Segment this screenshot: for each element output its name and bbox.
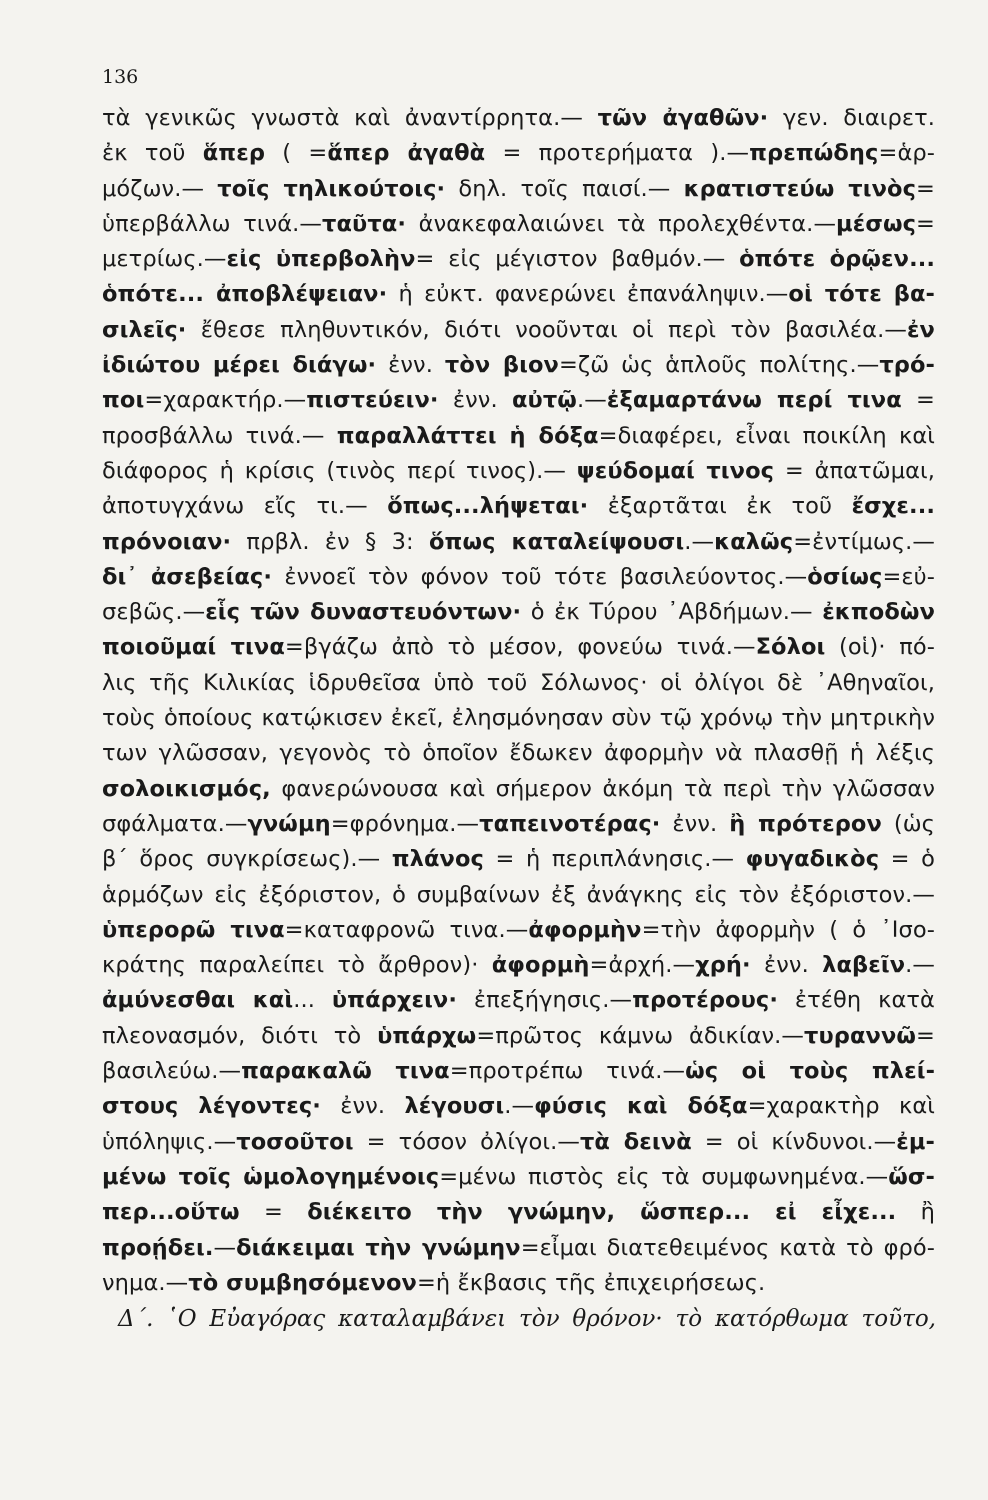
text-line — [102, 772, 935, 807]
gloss-text: μετρίως.— — [102, 246, 227, 273]
gloss-text: ἀποτυγχάνω εἴς τι.— — [102, 493, 388, 520]
gloss-text: β΄ ὅρος συγκρίσεως).— — [102, 846, 392, 873]
gloss-text: =βγάζω ἀπὸ τὸ μέσον, φονεύω τινά.— — [284, 634, 756, 661]
lemma-term: τὸν βιον — [444, 352, 559, 379]
lemma-term: πλάνος — [391, 846, 484, 873]
gloss-text: =προτρέπω τινά.— — [449, 1058, 686, 1085]
gloss-text: =καταφρονῶ τινα.— — [284, 916, 529, 943]
text-line — [102, 878, 935, 913]
lemma-term: ποιοῦμαί τινα — [102, 634, 285, 661]
lemma-term: ὅπως...λήψεται· — [387, 493, 589, 520]
lemma-term: ὥσ- — [888, 1163, 935, 1190]
text-line — [102, 842, 935, 877]
gloss-text: ἐνν. — [660, 810, 730, 837]
text-line — [102, 948, 935, 983]
lemma-term: ποι — [102, 387, 145, 414]
lemma-term: προῄδει. — [102, 1234, 214, 1261]
gloss-text: ἐνν. — [750, 952, 823, 979]
gloss-text: βασιλεύω.— — [102, 1058, 242, 1085]
lemma-term: σιλεῖς· — [102, 316, 187, 343]
lemma-term: παραλλάττει ἡ δόξα — [336, 422, 599, 449]
gloss-text: (οἱ)· πό- — [825, 634, 935, 661]
lemma-term: ὁσίως — [807, 563, 883, 590]
lemma-term: περ...οὕτω — [102, 1199, 240, 1226]
gloss-text: =πρῶτος κάμνω ἀδικίαν.— — [476, 1022, 805, 1049]
gloss-text: διάφορος ἡ κρίσις (τινὸς περί τινος).— — [102, 457, 577, 484]
lemma-term: πιστεύειν· — [306, 387, 439, 414]
text-line — [102, 1019, 935, 1054]
gloss-text: προσβάλλω τινά.— — [102, 422, 337, 449]
text-line — [102, 1089, 935, 1124]
text-line — [102, 1054, 935, 1089]
gloss-text: .— — [576, 387, 607, 414]
gloss-text: =διαφέρει, εἶναι ποικίλη καὶ — [598, 422, 936, 449]
gloss-text: ἔθεσε πληθυντικόν, διότι νοοῦνται οἱ περὶ τὸν βασιλέα.— — [186, 316, 907, 343]
gloss-text: ἐνν. — [376, 352, 445, 379]
text-line — [102, 454, 935, 489]
text-line — [102, 242, 935, 277]
text-line — [102, 1160, 935, 1195]
text-line — [102, 136, 935, 171]
lemma-term: ὁπότε... ἀποβλέψειαν· — [102, 281, 388, 308]
gloss-text: πρβλ. ἐν § 3: — [231, 528, 429, 555]
gloss-text: τὰ γενικῶς γνωστὰ καὶ ἀναντίρρητα.— — [102, 105, 598, 131]
gloss-text: ἐνν. — [320, 1093, 405, 1120]
text-line — [102, 560, 935, 595]
gloss-text: =ἀρχή.— — [589, 952, 696, 979]
gloss-text: — — [213, 1234, 237, 1261]
gloss-text: ἐνν. — [438, 387, 512, 414]
text-line — [102, 983, 935, 1018]
lemma-term: τὰ δεινὰ — [579, 1128, 692, 1155]
lemma-term: φυγαδικὸς — [745, 846, 880, 873]
lemma-term: διάκειμαι τὴν γνώμην — [236, 1234, 521, 1261]
gloss-text: =ἡ ἔκβασις τῆς ἐπιχειρήσεως. — [416, 1269, 766, 1296]
lemma-term: μένω τοῖς ὡμολογημένοις — [102, 1163, 440, 1190]
lemma-term: ψεύδομαί τινος — [576, 457, 775, 484]
lemma-term: ἀφορμὴ — [491, 952, 590, 979]
gloss-text: = — [239, 1199, 308, 1226]
gloss-text: =φρόνημα.— — [330, 810, 480, 837]
text-line — [102, 277, 935, 312]
lemma-term: ὁπότε ὁρῷεν... — [739, 246, 936, 273]
lemma-term: λαβεῖν — [822, 952, 906, 979]
gloss-text: ὑπερβάλλω τινά.— — [102, 210, 323, 237]
gloss-text: τοὺς ὁποίους κατῴκισεν ἐκεῖ, ἐλησμόνησαν σὺν τῷ χρόνῳ τὴν μητρικὴν — [102, 705, 935, 732]
lemma-term: πρεπώδης — [749, 140, 879, 167]
text-line — [102, 913, 935, 948]
section-heading: Δ΄. ῾Ο Εὐαγόρας καταλαμβάνει τὸν θρόνον· τὸ κατόρθωμα τοῦτο, — [118, 1306, 936, 1332]
gloss-text: ( = — [265, 140, 328, 167]
text-line — [102, 383, 935, 418]
lemma-term: ὑπάρχω — [377, 1022, 477, 1049]
lemma-term: ὅπως καταλείψουσι — [429, 528, 685, 555]
gloss-text: =ἐντίμως.— — [793, 528, 935, 555]
gloss-text: =εὐ- — [882, 563, 935, 590]
lemma-term: καλῶς — [714, 528, 794, 555]
lemma-term: προτέρους· — [632, 987, 778, 1014]
lemma-term: παρακαλῶ τινα — [241, 1058, 450, 1085]
gloss-text: = — [916, 175, 935, 202]
lemma-term: ὑπερορῶ τινα — [102, 916, 285, 943]
text-line — [102, 1125, 935, 1160]
lemma-term: τοῖς τηλικούτοις· — [217, 175, 446, 202]
gloss-text: .— — [905, 952, 935, 979]
gloss-text: ... — [293, 987, 332, 1014]
text-line — [102, 172, 935, 207]
text-line — [102, 1266, 935, 1301]
text-line — [102, 1231, 935, 1266]
text-line — [102, 701, 935, 736]
gloss-text: = ἀπατῶμαι, — [774, 457, 936, 484]
lemma-term: κρατιστεύω τινὸς — [683, 175, 917, 202]
gloss-text: = ἡ περιπλάνησις.— — [483, 846, 746, 873]
text-line — [102, 1195, 935, 1230]
lemma-term: ἀφορμὴν — [528, 916, 642, 943]
gloss-text: ἐννοεῖ τὸν φόνον τοῦ τότε βασιλεύοντος.— — [271, 563, 808, 590]
text-line — [102, 101, 935, 136]
lemma-term: ἐκποδὼν — [822, 599, 935, 626]
gloss-text: ἐξαρτᾶται ἐκ τοῦ — [588, 493, 852, 520]
lemma-term: δι᾽ ἀσεβείας· — [102, 563, 272, 590]
text-line — [102, 736, 935, 771]
lemma-term: ἀμύνεσθαι καὶ — [102, 987, 294, 1014]
lemma-term: στους λέγοντες· — [102, 1093, 321, 1120]
text-line — [102, 666, 935, 701]
page-number: 136 — [102, 66, 139, 88]
lemma-term: ἅπερ ἀγαθὰ — [327, 140, 486, 167]
gloss-text: πλεονασμόν, διότι τὸ — [102, 1022, 378, 1049]
text-line — [102, 807, 935, 842]
gloss-text: σφάλματα.— — [102, 810, 248, 837]
gloss-text: ἁρμόζων εἰς ἐξόριστον, ὁ συμβαίνων ἐξ ἀνάγκης εἰς τὸν ἐξόριστον.— — [102, 881, 935, 908]
gloss-text: = — [916, 1022, 935, 1049]
lemma-term: ἐν — [906, 316, 935, 343]
gloss-text: =τὴν ἀφορμὴν ( ὁ ᾿Ισο- — [641, 916, 935, 943]
lemma-term: τοσοῦτοι — [236, 1128, 354, 1155]
gloss-text: = εἰς μέγιστον βαθμόν.— — [415, 246, 740, 273]
gloss-text: = προτερήματα ).— — [485, 140, 750, 167]
lemma-term: ἢ πρότερον — [729, 810, 882, 837]
lemma-term: τρό- — [879, 352, 935, 379]
lemma-term: τῶν ἀγαθῶν· — [597, 105, 769, 131]
lemma-term: τὸ συμβησόμενον — [188, 1269, 417, 1296]
lemma-term: ἔσχε... — [851, 493, 935, 520]
lemma-term: φύσις καὶ δόξα — [534, 1093, 748, 1120]
gloss-text: ἀνακεφαλαιώνει τὰ προλεχθέντα.— — [406, 210, 837, 237]
gloss-text: .— — [504, 1093, 535, 1120]
gloss-text: =ζῶ ὡς ἁπλοῦς πολίτης.— — [558, 352, 880, 379]
text-line — [102, 419, 935, 454]
gloss-text: ὁ ἐκ Τύρου ᾿Αβδήμων.— — [521, 599, 823, 626]
lemma-term: ἐμ- — [896, 1128, 935, 1155]
lemma-term: αὐτῷ — [512, 387, 577, 414]
gloss-text: σεβῶς.— — [102, 599, 206, 626]
gloss-text: (ὡς — [881, 810, 935, 837]
gloss-text: = — [916, 210, 935, 237]
gloss-text: =χαρακτὴρ καὶ — [747, 1093, 935, 1120]
lemma-term: Σόλοι — [755, 634, 826, 661]
lemma-term: πρόνοιαν· — [102, 528, 232, 555]
lemma-term: τυραννῶ — [804, 1022, 917, 1049]
lemma-term: εἰς ὑπερβολὴν — [226, 246, 416, 273]
gloss-text: =μένω πιστὸς εἰς τὰ συμφωνημένα.— — [439, 1163, 889, 1190]
text-line — [102, 595, 935, 630]
gloss-text: φανερώνουσα καὶ σήμερον ἀκόμη τὰ περὶ τὴν γλῶσσαν — [270, 775, 935, 802]
lemma-term: ἰδιώτου μέρει διάγω· — [102, 352, 377, 379]
text-line — [102, 630, 935, 665]
gloss-text: = οἱ κίνδυνοι.— — [691, 1128, 897, 1155]
gloss-text: ἐπεξήγησις.— — [457, 987, 633, 1014]
gloss-text: =εἶμαι διατεθειμένος κατὰ τὸ φρό- — [520, 1234, 935, 1261]
lemma-term: οἱ τότε βα- — [788, 281, 935, 308]
gloss-text: ἡ εὐκτ. φανερώνει ἐπανάληψιν.— — [387, 281, 789, 308]
lemma-term: ὑπάρχειν· — [331, 987, 458, 1014]
lemma-term: χρή· — [695, 952, 751, 979]
text-line — [102, 489, 935, 524]
gloss-text: ὑπόληψις.— — [102, 1128, 237, 1155]
gloss-text: = — [901, 387, 935, 414]
lemma-term: λέγουσι — [404, 1093, 505, 1120]
gloss-text: δηλ. τοῖς παισί.— — [445, 175, 684, 202]
text-line — [102, 348, 935, 383]
lemma-term: ἐξαμαρτάνω περί τινα — [606, 387, 902, 414]
gloss-text: ἐτέθη κατὰ — [777, 987, 935, 1014]
lemma-term: μέσως — [836, 210, 917, 237]
gloss-text: =χαρακτήρ.— — [144, 387, 307, 414]
lemma-term: διέκειτο τὴν γνώμην, ὥσπερ... εἰ εἶχε... — [307, 1199, 897, 1226]
lemma-term: ταῦτα· — [322, 210, 406, 237]
gloss-text: των γλῶσσαν, γεγονὸς τὸ ὁποῖον ἔδωκεν ἀφορμὴν νὰ πλασθῇ ἡ λέξις — [102, 740, 935, 767]
lemma-term: εἷς τῶν δυναστευόντων· — [205, 599, 522, 626]
lemma-term: ἅπερ — [202, 140, 266, 167]
gloss-text: λις τῆς Κιλικίας ἱδρυθεῖσα ὑπὸ τοῦ Σόλωνος· οἱ ὀλίγοι δὲ ᾿Αθηναῖοι, — [102, 669, 935, 696]
gloss-text: ἢ — [896, 1199, 935, 1226]
lemma-term: ταπεινοτέρας· — [479, 810, 661, 837]
gloss-text: = τόσον ὀλίγοι.— — [353, 1128, 580, 1155]
gloss-text: νημα.— — [102, 1269, 189, 1296]
gloss-text: γεν. διαιρετ. — [768, 105, 936, 131]
gloss-text: = ὁ — [879, 846, 936, 873]
commentary-text — [102, 101, 935, 1301]
lemma-term: ὡς οἱ τοὺς πλεί- — [685, 1058, 936, 1085]
text-line — [102, 207, 935, 242]
gloss-text: ἐκ τοῦ — [102, 140, 203, 167]
gloss-text: μόζων.— — [102, 175, 218, 202]
lemma-term: γνώμη — [247, 810, 331, 837]
gloss-text: =ἁρ- — [878, 140, 935, 167]
text-line — [102, 313, 935, 348]
gloss-text: κράτης παραλείπει τὸ ἄρθρον)· — [102, 952, 492, 979]
gloss-text: .— — [684, 528, 715, 555]
lemma-term: σολοικισμός, — [102, 775, 271, 802]
text-line — [102, 525, 935, 560]
